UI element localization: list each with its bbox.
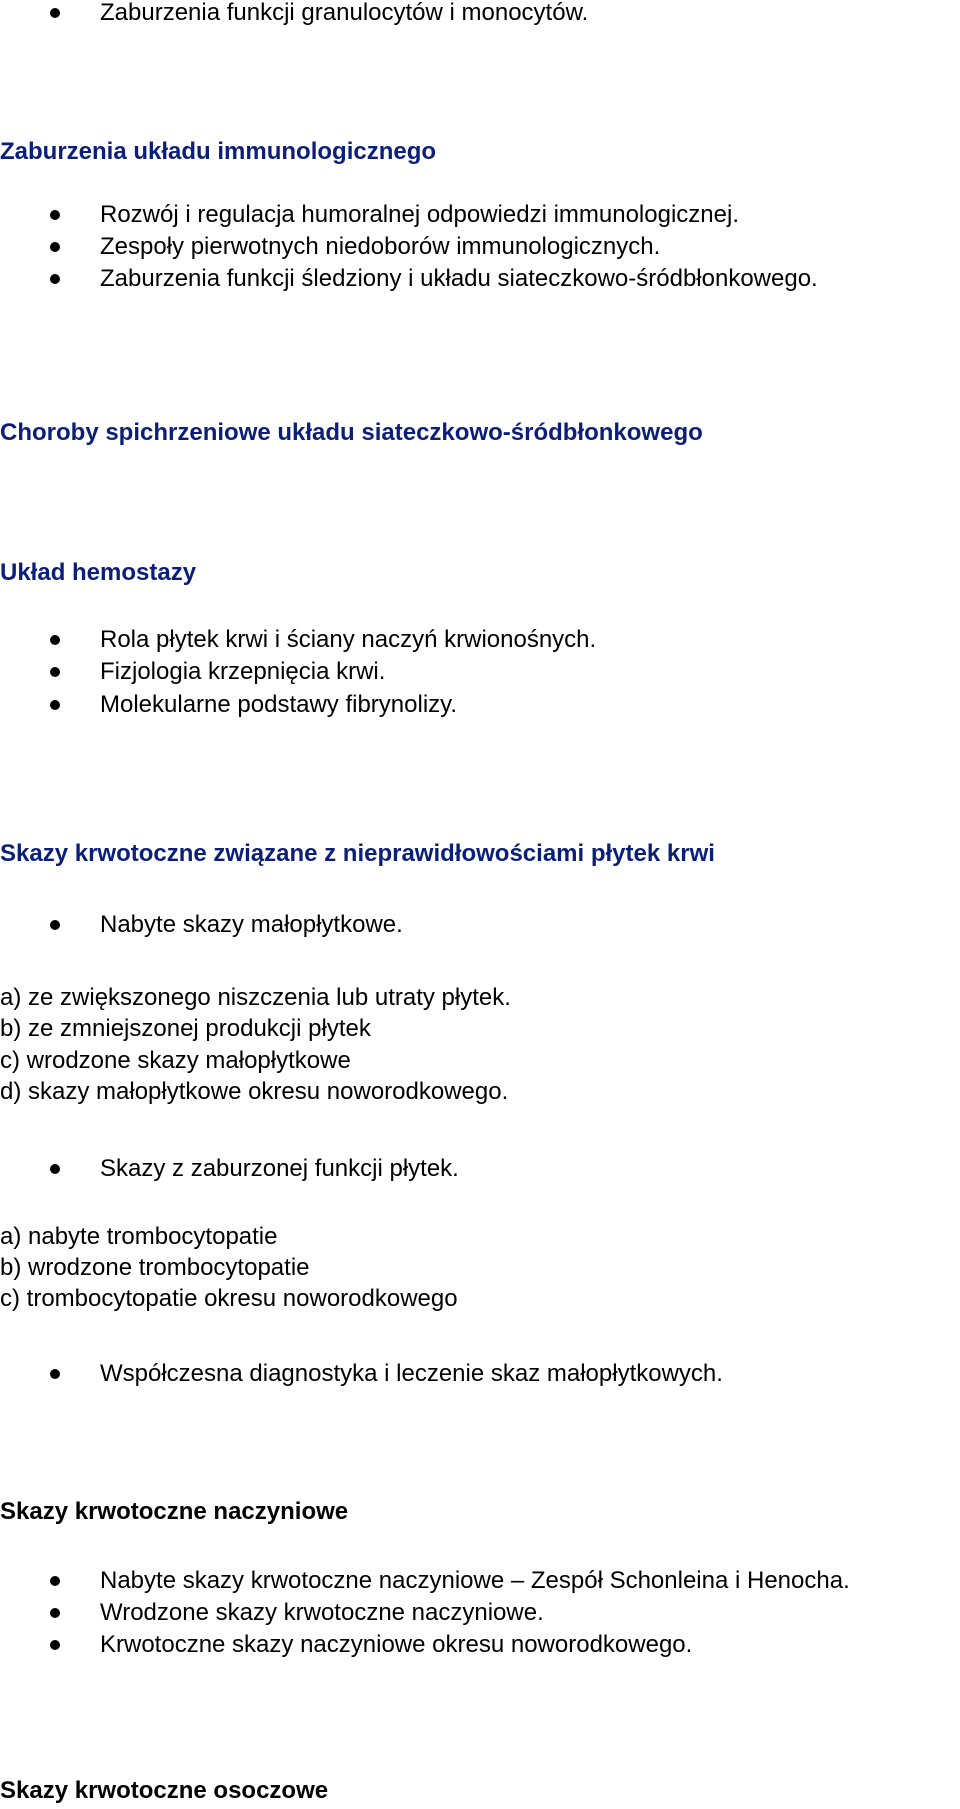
section-heading: Skazy krwotoczne naczyniowe bbox=[0, 1498, 349, 1525]
bullet-icon bbox=[50, 1608, 60, 1618]
list-item: Zespoły pierwotnych niedoborów immunologicznych. bbox=[100, 233, 661, 260]
bullet-icon bbox=[50, 1640, 60, 1650]
list-item: Molekularne podstawy fibrynolizy. bbox=[100, 691, 458, 718]
bullet-icon bbox=[50, 242, 60, 252]
list-item: Krwotoczne skazy naczyniowe okresu noworodkowego. bbox=[100, 1631, 693, 1658]
bullet-icon bbox=[50, 667, 60, 677]
list-item: Zaburzenia funkcji śledziony i układu siateczkowo-śródbłonkowego. bbox=[100, 265, 818, 292]
list-item: Skazy z zaburzonej funkcji płytek. bbox=[100, 1155, 459, 1182]
bullet-icon bbox=[50, 700, 60, 710]
bullet-icon bbox=[50, 210, 60, 220]
section-heading: Choroby spichrzeniowe układu siateczkowo-śródbłonkowego bbox=[0, 419, 703, 446]
sub-item: a) ze zwiększonego niszczenia lub utraty płytek. bbox=[0, 984, 511, 1011]
bullet-icon bbox=[50, 635, 60, 645]
section-heading: Zaburzenia układu immunologicznego bbox=[0, 138, 437, 165]
sub-item: b) wrodzone trombocytopatie bbox=[0, 1254, 310, 1281]
section-heading: Układ hemostazy bbox=[0, 559, 197, 586]
sub-item: c) wrodzone skazy małopłytkowe bbox=[0, 1047, 351, 1074]
sub-item: d) skazy małopłytkowe okresu noworodkowego. bbox=[0, 1078, 509, 1105]
bullet-icon bbox=[50, 274, 60, 284]
list-item: Rozwój i regulacja humoralnej odpowiedzi immunologicznej. bbox=[100, 201, 739, 228]
list-item: Współczesna diagnostyka i leczenie skaz małopłytkowych. bbox=[100, 1360, 723, 1387]
bullet-icon bbox=[50, 920, 60, 930]
sub-item: a) nabyte trombocytopatie bbox=[0, 1223, 278, 1250]
bullet-icon bbox=[50, 1164, 60, 1174]
list-item: Zaburzenia funkcji granulocytów i monocytów. bbox=[100, 0, 589, 26]
list-item: Nabyte skazy krwotoczne naczyniowe – Zespół Schonleina i Henocha. bbox=[100, 1567, 850, 1594]
section-heading: Skazy krwotoczne osoczowe bbox=[0, 1777, 329, 1804]
section-heading: Skazy krwotoczne związane z nieprawidłowościami płytek krwi bbox=[0, 840, 715, 867]
bullet-icon bbox=[50, 1576, 60, 1586]
list-item: Nabyte skazy małopłytkowe. bbox=[100, 911, 403, 938]
list-item: Wrodzone skazy krwotoczne naczyniowe. bbox=[100, 1599, 544, 1626]
list-item: Rola płytek krwi i ściany naczyń krwionośnych. bbox=[100, 626, 597, 653]
sub-item: c) trombocytopatie okresu noworodkowego bbox=[0, 1285, 458, 1312]
sub-item: b) ze zmniejszonej produkcji płytek bbox=[0, 1015, 371, 1042]
bullet-icon bbox=[50, 1369, 60, 1379]
bullet-icon bbox=[50, 8, 60, 18]
list-item: Fizjologia krzepnięcia krwi. bbox=[100, 658, 386, 685]
